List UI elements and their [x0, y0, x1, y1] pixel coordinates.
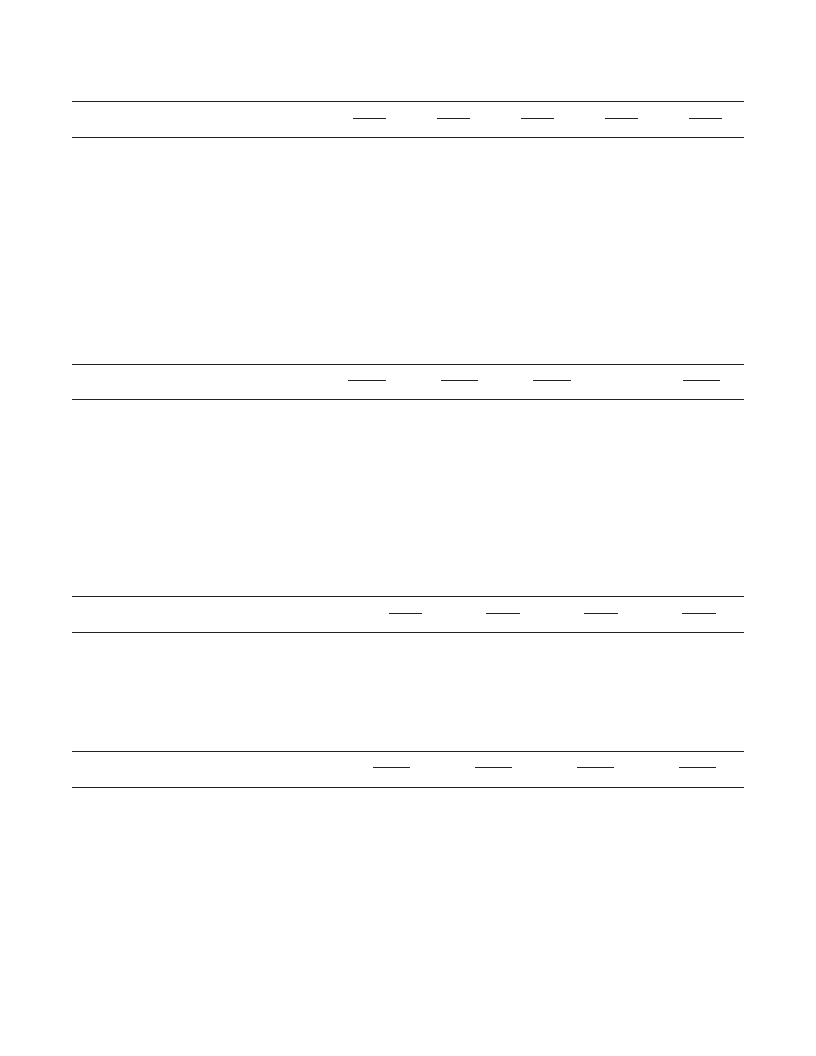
- table-2-top-rule: [72, 364, 744, 365]
- table-1-col-4-rule: [605, 118, 638, 119]
- table-1-col-5-rule: [689, 118, 722, 119]
- table-4-top-rule: [72, 751, 744, 752]
- table-4-col-3-rule: [577, 767, 614, 768]
- table-4-col-1-rule: [373, 767, 410, 768]
- table-3-col-1-rule: [389, 613, 422, 614]
- table-2-col-1-rule: [348, 380, 386, 381]
- table-3-col-3-rule: [584, 613, 618, 614]
- table-3-col-2-rule: [486, 613, 520, 614]
- table-4-header-bottom-rule: [72, 787, 744, 788]
- table-1-col-1-rule: [353, 118, 386, 119]
- table-3-col-4-rule: [682, 613, 716, 614]
- table-4-col-2-rule: [475, 767, 512, 768]
- table-2-col-3-rule: [533, 380, 571, 381]
- table-1-col-2-rule: [437, 118, 470, 119]
- table-1-col-3-rule: [521, 118, 554, 119]
- table-1-top-rule: [72, 101, 744, 102]
- table-1-header-bottom-rule: [72, 137, 744, 138]
- table-2-col-4-rule: [683, 380, 720, 381]
- table-2-col-2-rule: [441, 380, 478, 381]
- table-2-header-bottom-rule: [72, 399, 744, 400]
- table-3-top-rule: [72, 596, 744, 597]
- table-4-col-4-rule: [679, 767, 716, 768]
- table-3-header-bottom-rule: [72, 632, 744, 633]
